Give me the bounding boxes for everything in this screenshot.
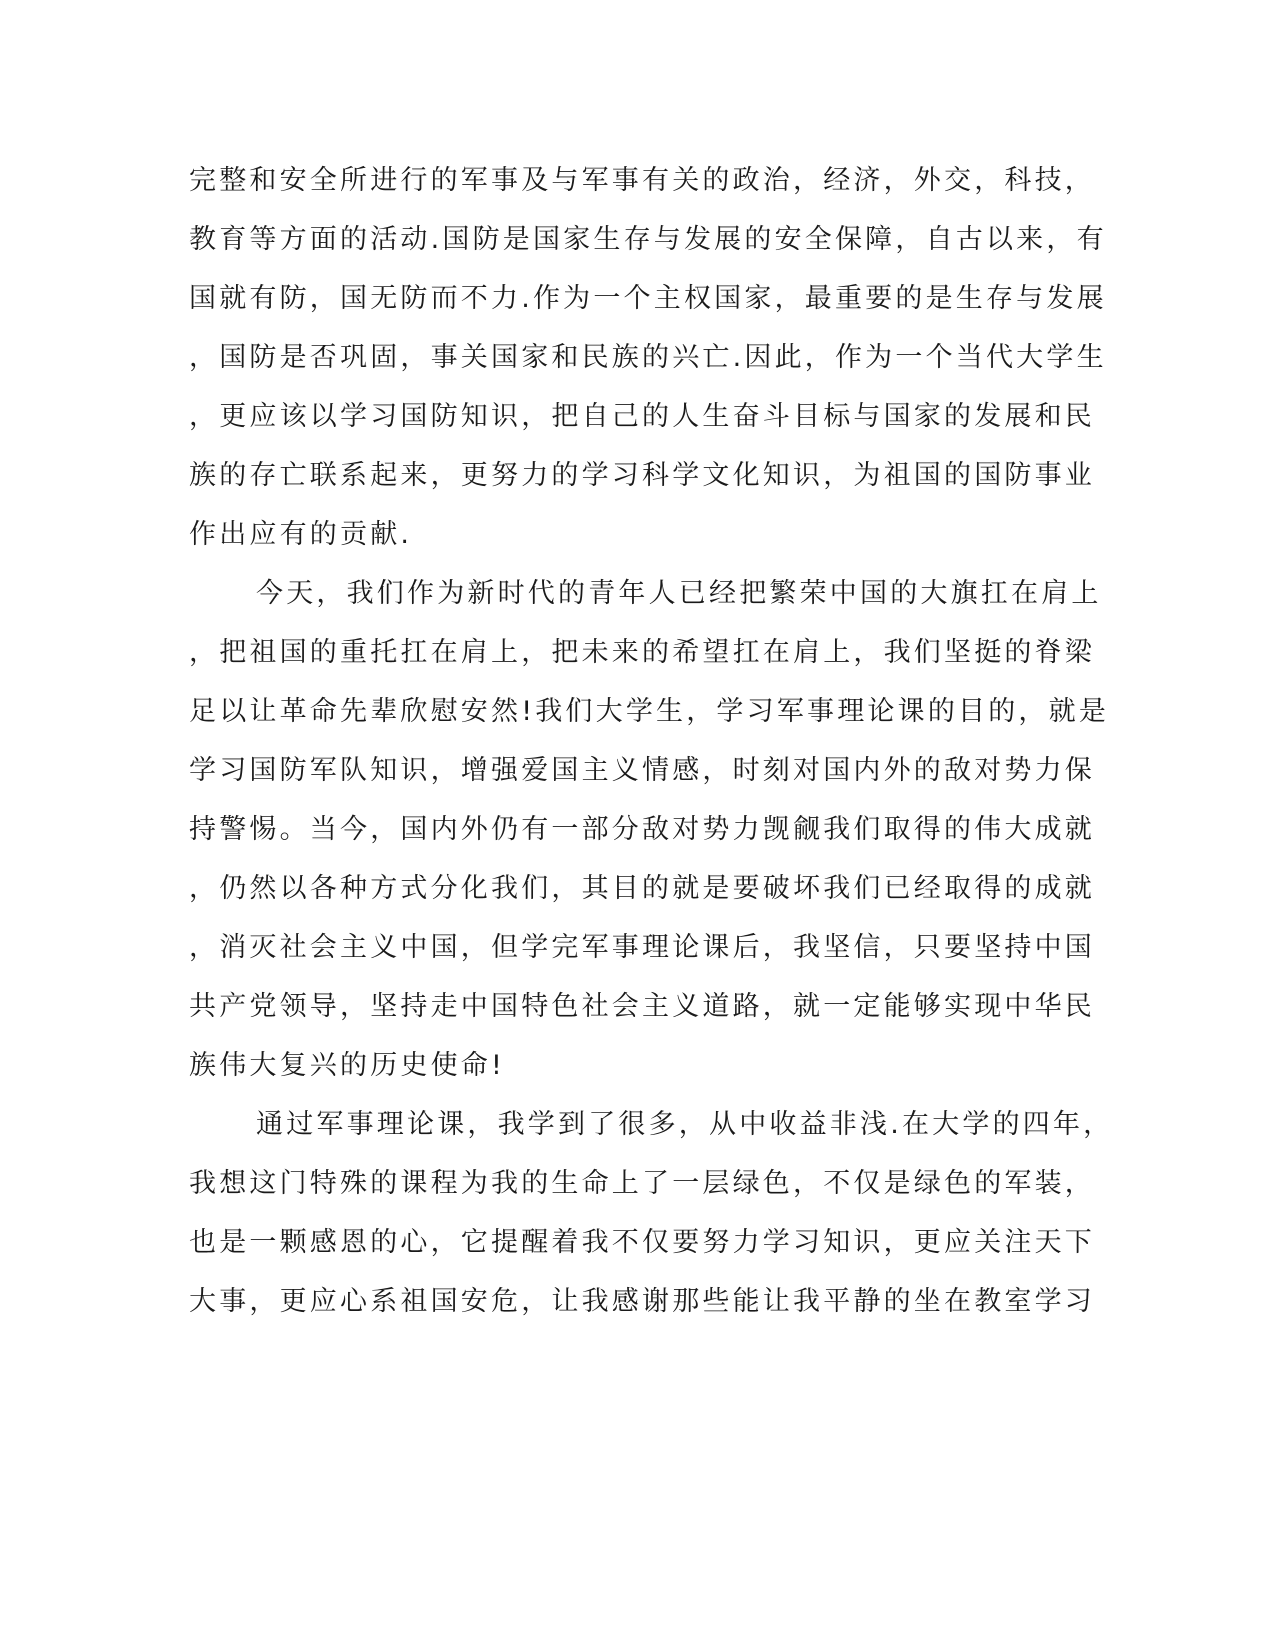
text-line: 共产党领导，坚持走中国特色社会主义道路，就一定能够实现中华民 — [189, 991, 1095, 1022]
text-line: 完整和安全所进行的军事及与军事有关的政治，经济，外交，科技， — [189, 165, 1095, 196]
text-line: ，消灭社会主义中国，但学完军事理论课后，我坚信，只要坚持中国 — [189, 932, 1095, 963]
text-line: 我想这门特殊的课程为我的生命上了一层绿色，不仅是绿色的军装， — [189, 1168, 1095, 1199]
text-line: 作出应有的贡献. — [189, 519, 413, 550]
text-line: 教育等方面的活动.国防是国家生存与发展的安全保障，自古以来，有 — [189, 224, 1107, 255]
text-line: 持警惕。当今，国内外仍有一部分敌对势力觊觎我们取得的伟大成就 — [189, 814, 1095, 845]
text-line: ，国防是否巩固，事关国家和民族的兴亡.因此，作为一个当代大学生 — [189, 342, 1107, 373]
text-line: 也是一颗感恩的心，它提醒着我不仅要努力学习知识，更应关注天下 — [189, 1227, 1095, 1258]
text-line: ，更应该以学习国防知识，把自己的人生奋斗目标与国家的发展和民 — [189, 401, 1095, 432]
text-line: 族伟大复兴的历史使命! — [189, 1050, 506, 1081]
text-line: ，把祖国的重托扛在肩上，把未来的希望扛在肩上，我们坚挺的脊梁 — [189, 637, 1095, 668]
text-line: 学习国防军队知识，增强爱国主义情感，时刻对国内外的敌对势力保 — [189, 755, 1095, 786]
text-line: 足以让革命先辈欣慰安然!我们大学生，学习军事理论课的目的，就是 — [189, 696, 1110, 727]
paragraph-first-line: 通过军事理论课，我学到了很多，从中收益非浅.在大学的四年， — [256, 1109, 1114, 1140]
text-line: 族的存亡联系起来，更努力的学习科学文化知识，为祖国的国防事业 — [189, 460, 1095, 491]
text-line: ，仍然以各种方式分化我们，其目的就是要破坏我们已经取得的成就 — [189, 873, 1095, 904]
paragraph-first-line: 今天，我们作为新时代的青年人已经把繁荣中国的大旗扛在肩上 — [256, 578, 1102, 609]
text-line: 国就有防，国无防而不力.作为一个主权国家，最重要的是生存与发展 — [189, 283, 1107, 314]
text-line: 大事，更应心系祖国安危，让我感谢那些能让我平静的坐在教室学习 — [189, 1286, 1095, 1317]
